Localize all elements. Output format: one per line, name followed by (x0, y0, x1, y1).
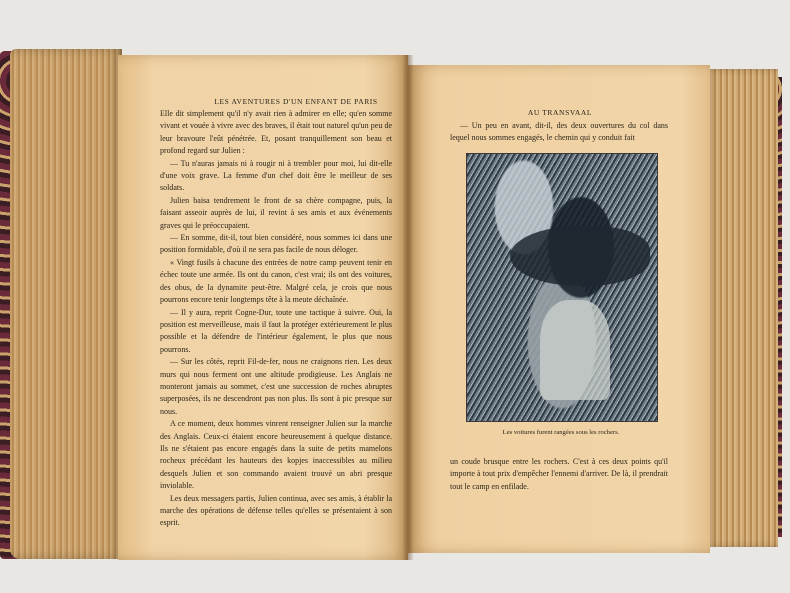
wagon-path (540, 300, 610, 400)
paragraph: Elle dit simplement qu'il n'y avait rien à admirer en elle; qu'en somme vivant et vouée à vivre avec des braves, il était tout naturel qu'un peu de leur bravoure l'eût pénétrée. Et, posant tranquillement son beau et profond regard sur Julien : (160, 109, 392, 156)
paragraph: — Tu n'auras jamais ni à rougir ni à trembler pour moi, lui dit-elle d'une voix grave. La femme d'un chef doit être le meilleur de ses soldats. (160, 158, 392, 193)
illustration-caption: Les voitures furent rangées sous les rochers. (502, 429, 620, 436)
paragraph: un coude brusque entre les rochers. C'est à ces deux points qu'il importe à tout prix d'empêcher l'ennemi d'arriver. De là, il prendrait tout le camp en enfilade. (450, 457, 668, 491)
right-running-head: AU TRANSVAAL (527, 108, 593, 117)
rock-overhang (510, 226, 650, 286)
left-page-text (160, 108, 392, 530)
right-page-text-bottom (450, 456, 668, 493)
book-gutter (402, 55, 414, 560)
paragraph: — Un peu en avant, dit-il, des deux ouvertures du col dans lequel nous sommes engagés, le chemin qui y conduit fait (450, 121, 668, 143)
paragraph: Les deux messagers partis, Julien continua, avec ses amis, à établir la marche des opérations de défense telles qu'elles se présentaient à son esprit. (160, 493, 392, 528)
page-edges-left (10, 49, 122, 559)
paragraph: A ce moment, deux hommes vinrent renseigner Julien sur la marche des Anglais. Ceux-ci étaient encore heureusement à quelque distance. Ils ne s'étaient pas encore engagés dans la suite de petits mamelons rocheux précédant les hauteurs des kopjes inaccessibles au milieu desquels Julien et son commando avaient trouvé un abri presque inviolable. (160, 419, 392, 491)
left-running-head: LES AVENTURES D'UN ENFANT DE PARIS (214, 97, 378, 106)
paragraph: — Sur les côtés, reprit Fil-de-fer, nous ne craignons rien. Les deux murs qui nous ferment ont une altitude prodigieuse. Les Anglais ne monteront jamais au sommet, c'est une succession de roches abruptes superposées, ils ne descendront pas non plus. Ils sont à pic presque sur nous. (160, 357, 392, 416)
paragraph: — En somme, dit-il, tout bien considéré, nous sommes ici dans une position formidable, d'où il ne sera pas facile de nous déloger. (160, 233, 392, 255)
page-edges-right (706, 69, 778, 547)
paragraph: Julien baisa tendrement le front de sa chère compagne, puis, la faisant asseoir auprès de lui, il revint à ses amis et aux événements graves qui le préoccupaient. (160, 195, 392, 230)
paragraph: « Vingt fusils à chacune des entrées de notre camp peuvent tenir en échec toute une armée. Ils ont du canon, c'est vrai; ils ont des voitures, des obus, de la dynamite peut-être. Malgré cela, je crois que nous pourrons encore tenir longtemps tête à la meute déchaînée. (160, 257, 392, 305)
paragraph: — Il y aura, reprit Cogne-Dur, toute une tactique à suivre. Oui, la position est merveilleuse, mais il faut la protéger extérieurement le plus possible et la défendre de l'intérieur également, le plus que nous pourrons. (160, 307, 392, 354)
right-page-text-top (450, 120, 668, 145)
